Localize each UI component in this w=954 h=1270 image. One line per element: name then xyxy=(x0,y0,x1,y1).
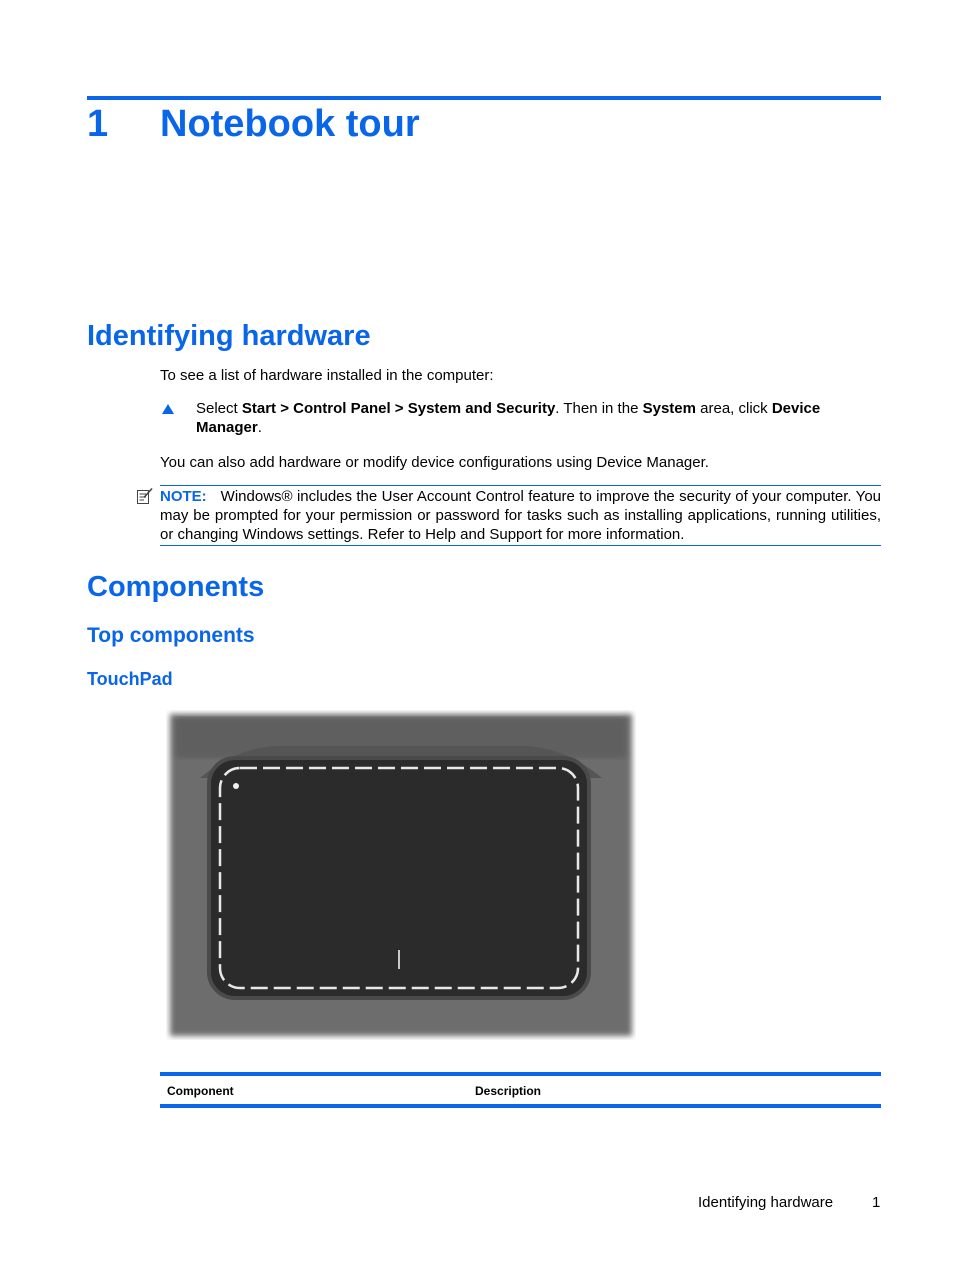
step-system: System xyxy=(642,400,696,417)
step-select: Select xyxy=(196,400,242,417)
intro-text: To see a list of hardware installed in the computer: xyxy=(160,367,494,384)
touchpad-illustration xyxy=(166,710,636,1040)
note-box xyxy=(160,485,881,546)
footer-page-number: 1 xyxy=(872,1194,881,1211)
step-device-manager: Device Manager xyxy=(196,400,821,436)
note-pencil-icon xyxy=(136,487,154,505)
step-path: Start > Control Panel > System and Security xyxy=(241,400,556,417)
footer-section-title: Identifying hardware xyxy=(698,1194,834,1211)
chapter-title: Notebook tour xyxy=(160,103,420,145)
table-header-description: Description xyxy=(475,1084,542,1098)
note-text xyxy=(160,487,881,544)
step-area-click: area, click xyxy=(695,400,772,417)
also-text: You can also add hardware or modify device configurations using Device Manager. xyxy=(160,454,709,471)
subheading-top-components: Top components xyxy=(87,624,255,647)
chapter-rule xyxy=(87,96,881,100)
step-then: . Then in the xyxy=(555,400,643,417)
section-heading-identifying-hardware: Identifying hardware xyxy=(87,320,371,352)
note-body: Windows® includes the User Account Control feature to improve the security of your computer. You may be prompted for your permission or password for tasks such as installing applications, running utilities, or changing Windows settings. Refer to Help and Support for more information. xyxy=(160,488,881,543)
subheading-touchpad: TouchPad xyxy=(87,669,173,689)
step-period: . xyxy=(257,419,262,436)
table-top-rule xyxy=(160,1072,881,1076)
step-instruction xyxy=(196,399,886,437)
note-label: NOTE: xyxy=(160,488,207,505)
table-header-component: Component xyxy=(167,1084,234,1098)
table-bottom-rule xyxy=(160,1104,881,1108)
section-heading-components: Components xyxy=(87,571,265,603)
chapter-number: 1 xyxy=(87,103,109,145)
triangle-bullet-icon xyxy=(161,402,175,416)
